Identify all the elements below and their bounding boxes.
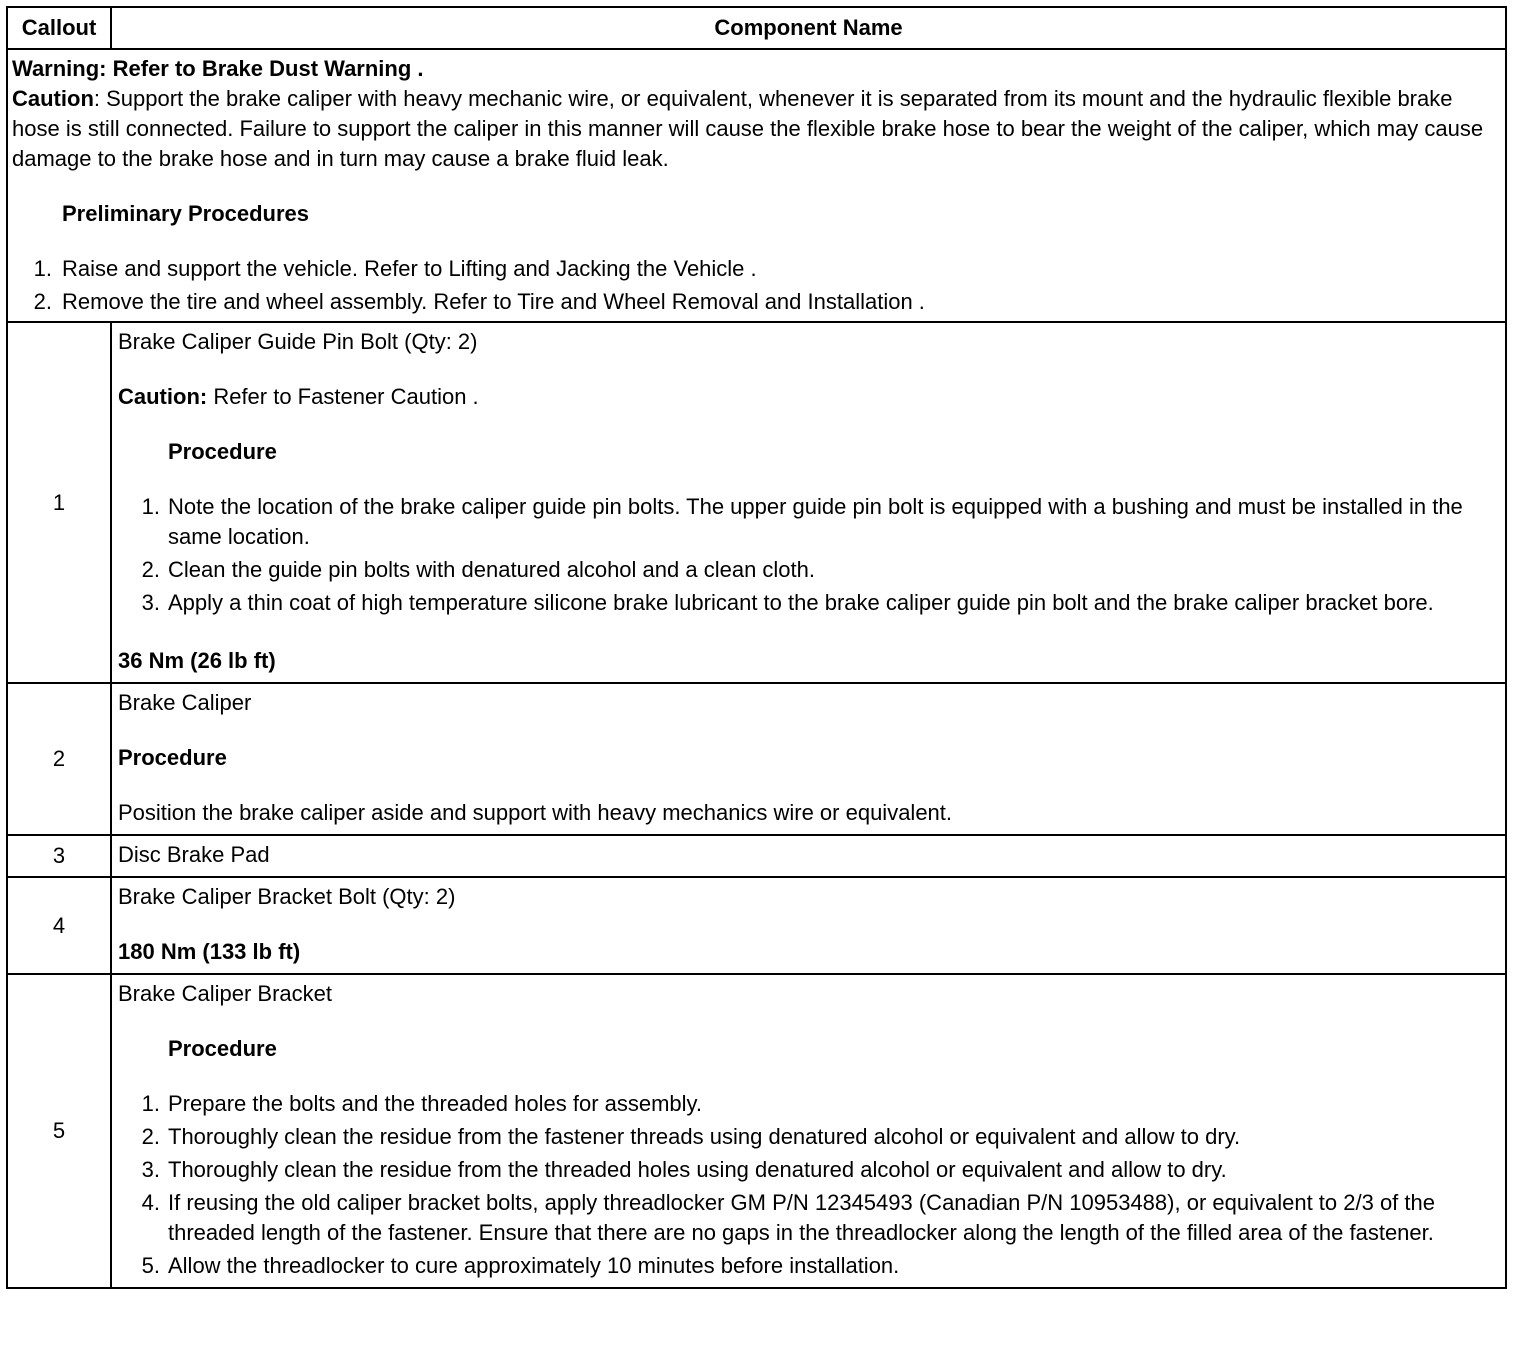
step-number: 1. xyxy=(141,1091,160,1116)
caution-text: Refer to Fastener Caution . xyxy=(207,384,479,409)
step-number: 3. xyxy=(141,1157,160,1182)
step-number: 1. xyxy=(33,256,52,281)
list-item xyxy=(12,254,1501,284)
caution-label: Caution: xyxy=(118,384,208,409)
step-text: Clean the guide pin bolts with denatured alcohol and a clean cloth. xyxy=(168,557,816,582)
caution-text: : Support the brake caliper with heavy mechanic wire, or equivalent, whenever it is separated from its mount and the hydraulic flexible brake hose is still connected. Failure to support the caliper in this manner will cause the flexible brake hose to bear the weight of the caliper, which may cause damage to the brake hose and in turn may cause a brake fluid leak. xyxy=(12,86,1484,171)
step-number: 3. xyxy=(141,590,160,615)
component-table xyxy=(6,6,1507,1289)
component-cell xyxy=(111,835,1506,877)
caution-paragraph xyxy=(12,84,1501,174)
component-name: Brake Caliper xyxy=(118,690,252,715)
step-number: 5. xyxy=(141,1253,160,1278)
procedure-title: Procedure xyxy=(168,1036,277,1061)
table-header-row xyxy=(7,7,1506,49)
torque-spec: 180 Nm (133 lb ft) xyxy=(118,939,301,964)
list-item xyxy=(12,287,1501,317)
callout-cell: 5 xyxy=(7,974,111,1288)
component-name: Brake Caliper Guide Pin Bolt (Qty: 2) xyxy=(118,329,478,354)
step-text: Raise and support the vehicle. Refer to Lifting and Jacking the Vehicle . xyxy=(62,256,757,281)
component-name: Disc Brake Pad xyxy=(118,842,270,867)
procedure-steps-list xyxy=(118,492,1499,618)
table-row xyxy=(7,877,1506,974)
component-cell xyxy=(111,877,1506,974)
table-row xyxy=(7,683,1506,835)
step-number: 1. xyxy=(141,494,160,519)
component-cell xyxy=(111,683,1506,835)
procedure-steps-list xyxy=(118,1089,1499,1281)
step-number: 2. xyxy=(141,557,160,582)
component-name: Brake Caliper Bracket Bolt (Qty: 2) xyxy=(118,884,456,909)
list-item xyxy=(118,492,1499,552)
procedure-title: Procedure xyxy=(168,439,277,464)
caution-line xyxy=(118,382,1499,412)
callout-cell: 1 xyxy=(7,322,111,683)
callout-cell: 4 xyxy=(7,877,111,974)
list-item xyxy=(118,1188,1499,1248)
list-item xyxy=(118,1089,1499,1119)
step-text: Allow the threadlocker to cure approximately 10 minutes before installation. xyxy=(168,1253,900,1278)
intro-row xyxy=(7,49,1506,322)
table-row xyxy=(7,322,1506,683)
component-cell xyxy=(111,322,1506,683)
torque-spec: 36 Nm (26 lb ft) xyxy=(118,648,276,673)
component-cell xyxy=(111,974,1506,1288)
table-row xyxy=(7,974,1506,1288)
warning-text: Refer to Brake Dust Warning . xyxy=(112,56,424,81)
list-item xyxy=(118,1122,1499,1152)
step-text: Prepare the bolts and the threaded holes for assembly. xyxy=(168,1091,703,1116)
list-item xyxy=(118,588,1499,618)
intro-cell xyxy=(7,49,1506,322)
list-item xyxy=(118,555,1499,585)
component-column-header: Component Name xyxy=(111,7,1506,49)
procedure-title: Procedure xyxy=(118,745,227,770)
table-row xyxy=(7,835,1506,877)
preliminary-procedures-title: Preliminary Procedures xyxy=(62,201,310,226)
step-number: 2. xyxy=(33,289,52,314)
step-number: 2. xyxy=(141,1124,160,1149)
preliminary-steps-list xyxy=(12,254,1501,317)
warning-label: Warning: xyxy=(12,56,107,81)
step-text: Note the location of the brake caliper guide pin bolts. The upper guide pin bolt is equipped with a bushing and must be installed in the same location. xyxy=(168,494,1463,549)
step-text: Thoroughly clean the residue from the threaded holes using denatured alcohol or equivalent and allow to dry. xyxy=(168,1157,1227,1182)
step-number: 4. xyxy=(141,1190,160,1215)
step-text: Thoroughly clean the residue from the fastener threads using denatured alcohol or equivalent and allow to dry. xyxy=(168,1124,1241,1149)
callout-cell: 3 xyxy=(7,835,111,877)
step-text: Apply a thin coat of high temperature silicone brake lubricant to the brake caliper guide pin bolt and the brake caliper bracket bore. xyxy=(168,590,1434,615)
caution-label: Caution xyxy=(12,86,94,111)
step-text: If reusing the old caliper bracket bolts, apply threadlocker GM P/N 12345493 (Canadian P/N 10953488), or equivalent to 2/3 of the threaded length of the fastener. Ensure that there are no gaps in the threadlocker along the length of the filled area of the fastener. xyxy=(168,1190,1435,1245)
procedure-text: Position the brake caliper aside and support with heavy mechanics wire or equivalent. xyxy=(118,800,953,825)
callout-cell: 2 xyxy=(7,683,111,835)
list-item xyxy=(118,1251,1499,1281)
step-text: Remove the tire and wheel assembly. Refer to Tire and Wheel Removal and Installation . xyxy=(62,289,925,314)
warning-line xyxy=(12,54,1501,84)
component-name: Brake Caliper Bracket xyxy=(118,981,332,1006)
callout-column-header: Callout xyxy=(7,7,111,49)
list-item xyxy=(118,1155,1499,1185)
